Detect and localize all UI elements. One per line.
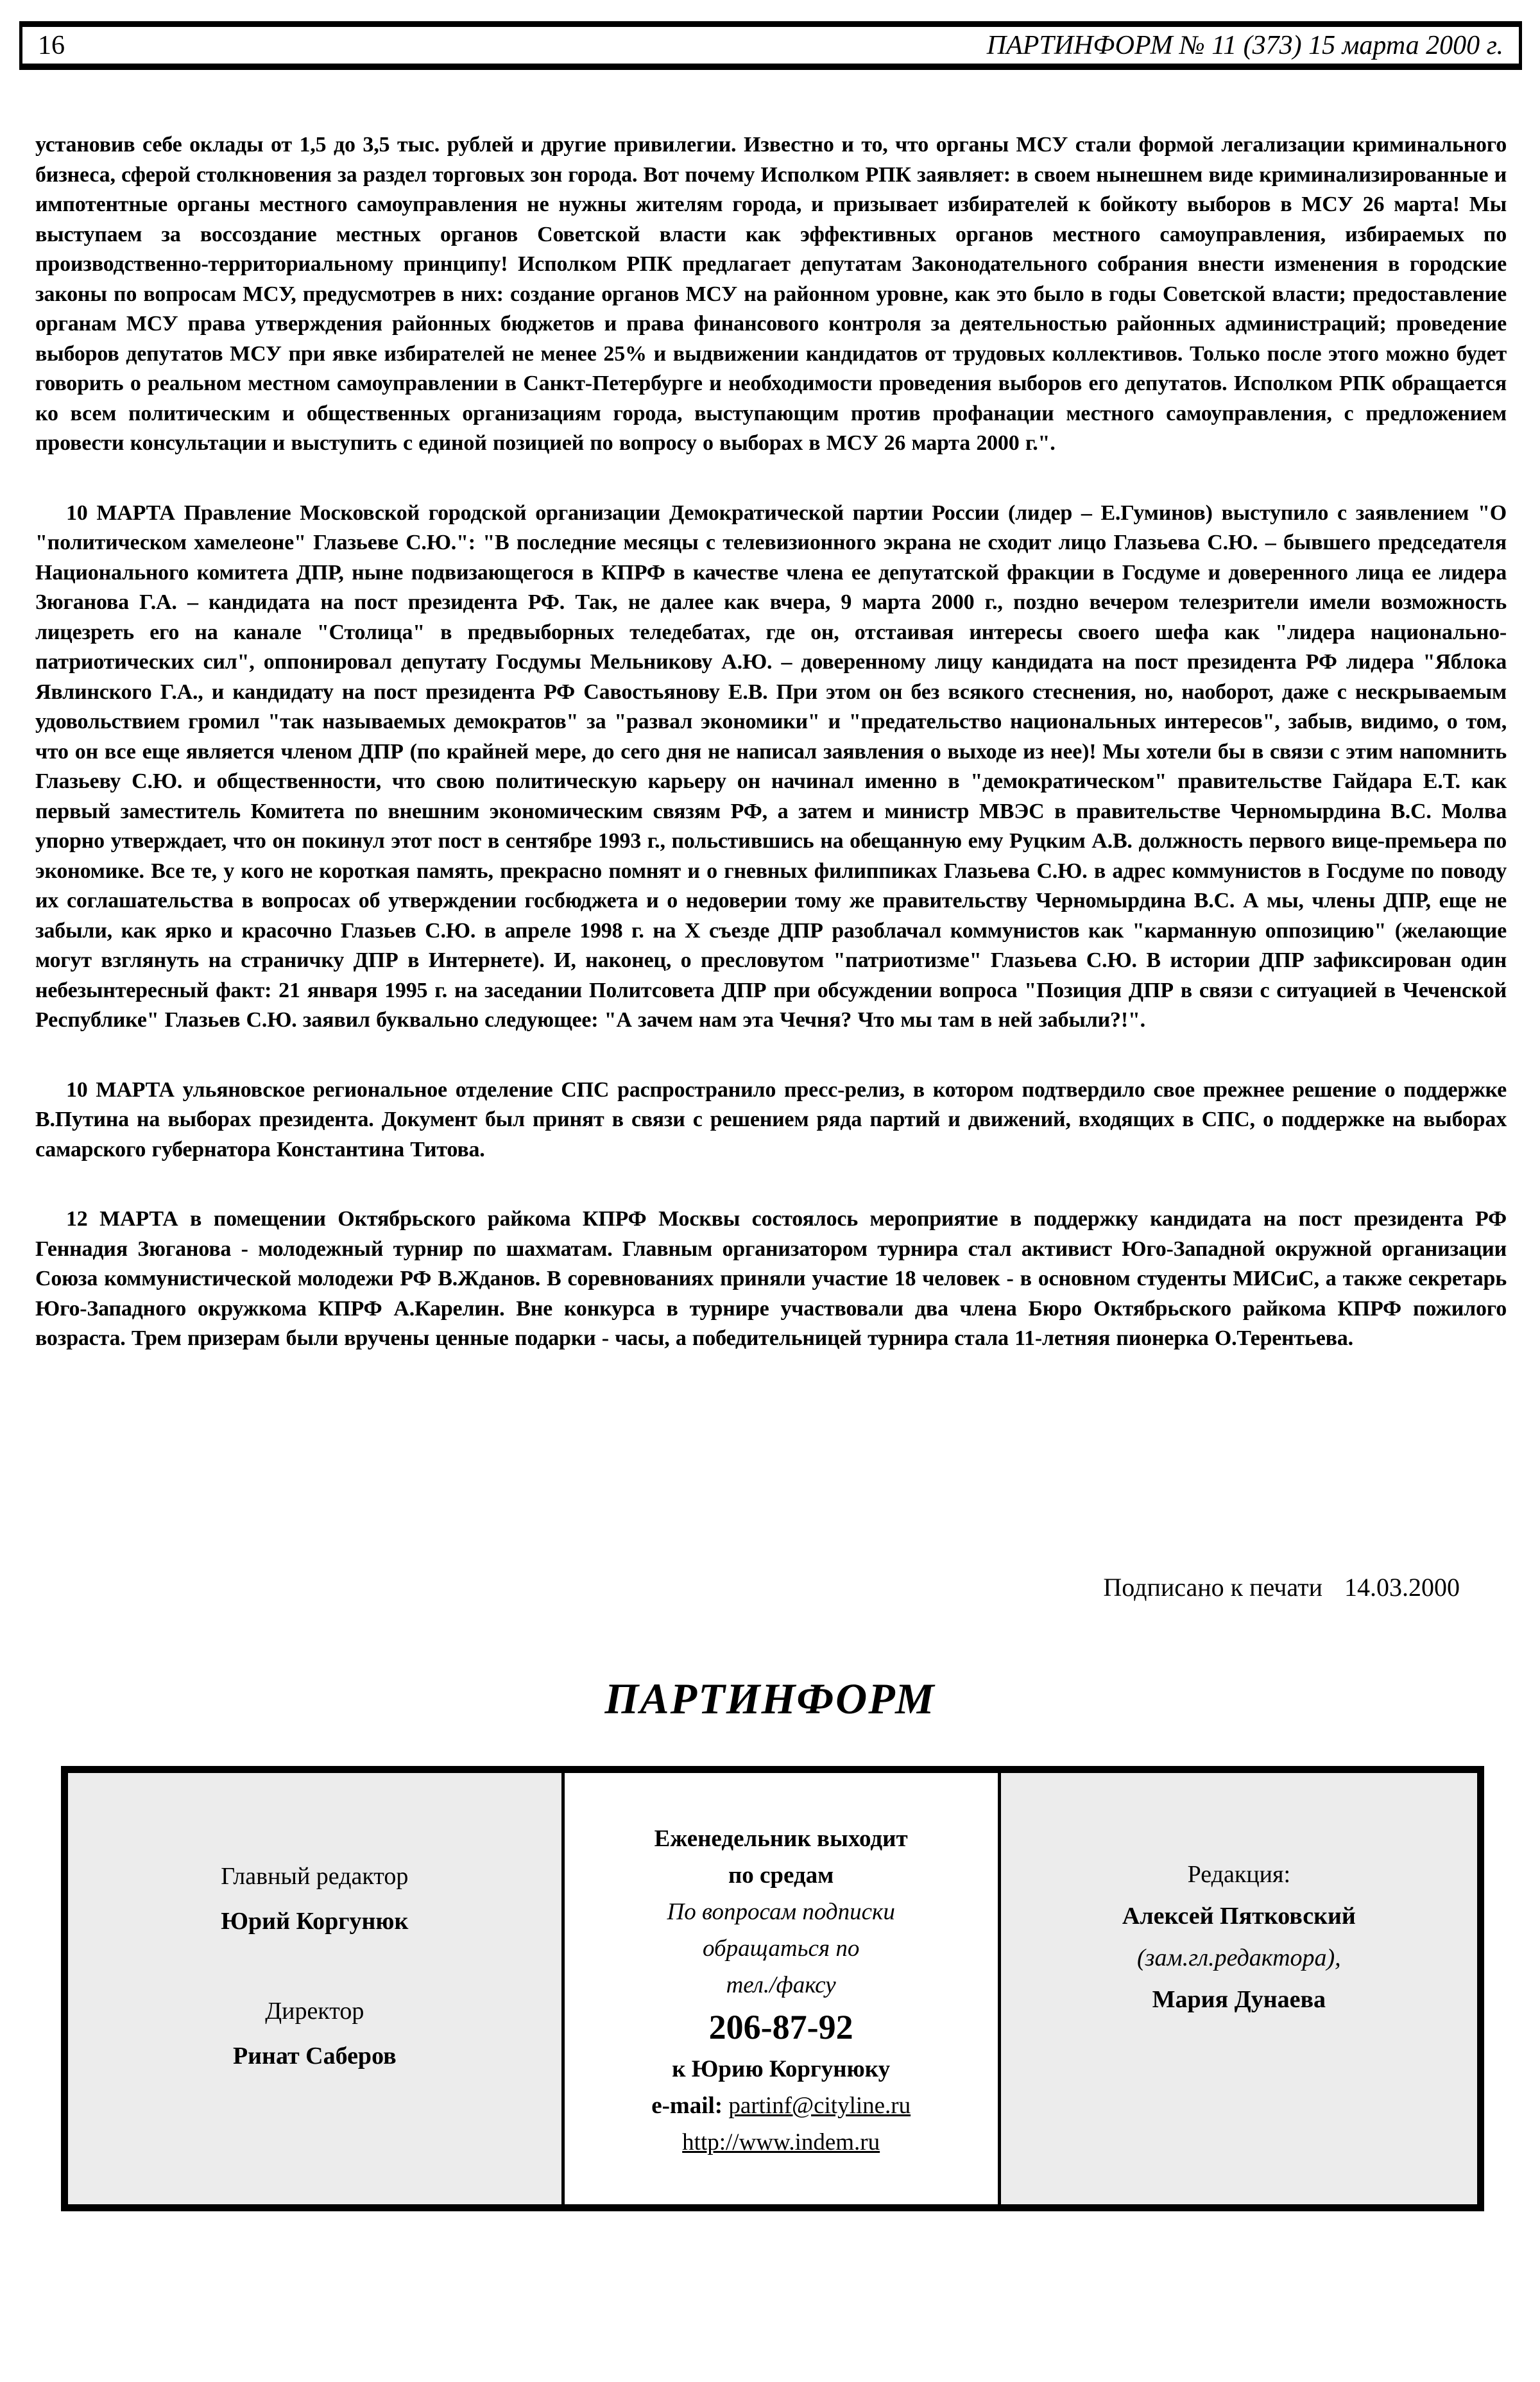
staff-header: Редакция: (1187, 1861, 1291, 1888)
email-line (565, 2087, 998, 2124)
imprint-cell-editors (68, 1773, 561, 2204)
staff-name-2: Мария Дунаева (1152, 1986, 1326, 2013)
director-name: Ринат Саберов (232, 2043, 397, 2069)
signed-to-print-line (1103, 1573, 1460, 1602)
imprint-cell-contacts (561, 1773, 1001, 2204)
chief-editor-role: Главный редактор (221, 1863, 409, 1890)
page-number: 16 (38, 30, 65, 60)
schedule-line-2: по средам (728, 1862, 834, 1889)
deputy-editor-name: Алексей Пятковский (1122, 1903, 1356, 1930)
chief-editor-name: Юрий Коргунюк (221, 1908, 409, 1935)
website-line (565, 2124, 998, 2161)
website-link[interactable]: http://www.indem.ru (682, 2129, 880, 2155)
subscription-line-3: тел./факсу (726, 1972, 836, 1998)
running-head (19, 21, 1522, 70)
article-body (35, 130, 1507, 1394)
director-role: Директор (265, 1998, 364, 2025)
masthead-title: ПАРТИНФОРМ (604, 1674, 936, 1723)
body-paragraph: 10 МАРТА ульяновское региональное отделение СПС распространило пресс-релиз, в котором подтвердило свое прежнее решение о поддержке В.Путина на выборах президента. Документ был принят в связи с решением ряда партий и движений, входящих в СПС, о поддержке на выборах самарского губернатора Константина Титова. (35, 1077, 1507, 1161)
body-paragraph: установив себе оклады от 1,5 до 3,5 тыс. рублей и другие привилегии. Известно и то, что органы МСУ стали формой легализации криминального бизнеса, сферой столкновения за раздел торговых зон города. Вот почему Исполком РПК заявляет: в своем нынешнем виде криминализированные и импотентные органы местного самоуправления не нужны жителям города, и призывает избирателей к бойкоту выборов в МСУ 26 марта! Мы выступаем за воссоздание местных органов Советской власти как эффективных органов местного самоуправления, избираемых по производственно-территориальному принципу! Исполком РПК предлагает депутатам Законодательного собрания внести изменения в городские законы по вопросам МСУ, предусмотрев в них: создание органов МСУ на районном уровне, как это было в годы Советской власти; предоставление органам МСУ права утверждения районных бюджетов и права финансового контроля за деятельностью районных администраций; проведение выборов депутатов МСУ при явке избирателей не менее 25% и выдвижении кандидатов от трудовых коллективов. Только после этого можно будет говорить о реальном местном самоуправлении в Санкт-Петербурге и необходимости проведения выборов его депутатов. Исполком РПК обращается ко всем политическим и общественных организациям города, выступающим против профанации местного самоуправления, с предложением провести консультации и выступить с единой позицией по вопросу о выборах в МСУ 26 марта 2000 г.". (35, 133, 1507, 455)
email-link[interactable]: partinf@cityline.ru (728, 2093, 911, 2119)
phone-number: 206-87-92 (708, 2008, 853, 2046)
body-paragraph: 10 МАРТА Правление Московской городской организации Демократической партии России (лидер – Е.Гуминов) выступило с заявлением "О "политическом хамелеоне" Глазьеве С.Ю.": "В последние месяцы с телевизионного экрана не сходит лицо Глазьева С.Ю. – бывшего председателя Национального комитета ДПР, ныне подвизающегося в КПРФ в качестве члена ее депутатской фракции в Госдуме и доверенного лица ее лидера Зюганова Г.А. – кандидата на пост президента РФ. Так, не далее как вчера, 9 марта 2000 г., поздно вечером телезрители имели возможность лицезреть его на канале "Столица" в предвыборных теледебатах, где он, отстаивая интересы своего шефа как "лидера национально-патриотических сил", оппонировал депутату Госдумы Мельникову А.Ю. – доверенному лицу кандидата на пост президента РФ лидера "Яблока Явлинского Г.А., и кандидату на пост президента РФ Савостьянову Е.В. При этом он без всякого стеснения, но, наоборот, даже с нескрываемым удовольствием громил "так называемых демократов" за "развал экономики" и "предательство национальных интересов", забыв, видимо, о том, что он все еще является членом ДПР (по крайней мере, до сего дня не написал заявления о выходе из нее)! Мы хотели бы в связи с этим напомнить Глазьеву С.Ю. и общественности, что свою политическую карьеру он начинал именно в "демократическом" правительстве Гайдара Е.Т. как первый заместитель Комитета по внешним экономическим связям РФ, а затем и министр МВЭС в правительстве Черномырдина В.С. Молва упорно утверждает, что он покинул этот пост в сентябре 1993 г., польстившись на обещанную ему Руцким А.В. должность первого вице-премьера по экономике. Все те, у кого не короткая память, прекрасно помнят и о гневных филиппиках Глазьева С.Ю. в адрес коммунистов в Госдуме по поводу их соглашательства в вопросах об утверждении госбюджета и о недоверии тому же правительству Черномырдина В.С. А мы, члены ДПР, еще не забыли, как ярко и красочно Глазьев С.Ю. в апреле 1998 г. на X съезде ДПР разоблачал коммунистов как "карманную оппозицию" (желающие могут взглянуть на страничку ДПР в Интернете). И, наконец, о пресловутом "патриотизме" Глазьева С.Ю. В истории ДПР зафиксирован один небезынтересный факт: 21 января 1995 г. на заседании Политсовета ДПР при обсуждении вопроса "Позиция ДПР в связи с ситуацией в Чеченской Республике" Глазьев С.Ю. заявил буквально следующее: "А зачем нам эта Чечня? Что мы там в ней забыли?!". (35, 501, 1507, 1032)
imprint-table (61, 1766, 1484, 2211)
subscription-line-1: По вопросам подписки (667, 1899, 895, 1925)
schedule-line-1: Еженедельник выходит (654, 1826, 908, 1852)
signed-to-print-label: Подписано к печати (1103, 1573, 1322, 1602)
deputy-editor-role: (зам.гл.редактора), (1137, 1944, 1341, 1971)
subscription-line-2: обращаться по (702, 1935, 860, 1962)
issue-title: ПАРТИНФОРМ № 11 (373) 15 марта 2000 г. (986, 30, 1503, 60)
body-paragraph: 12 МАРТА в помещении Октябрьского райкома КПРФ Москвы состоялось мероприятие в поддержку кандидата на пост президента РФ Геннадия Зюганова - молодежный турнир по шахматам. Главным организатором турнира стал активист Юго-Западной окружной организации Союза коммунистической молодежи РФ В.Жданов. В соревнованиях приняли участие 18 человек - в основном студенты МИСиС, а также секретарь Юго-Западного окружкома КПРФ А.Карелин. Вне конкурса в турнире участвовали два члена Бюро Октябрьского райкома КПРФ пожилого возраста. Трем призерам были вручены ценные подарки - часы, а победительницей турнира стала 11-летняя пионерка О.Терентьева. (35, 1207, 1507, 1350)
contact-person-line: к Юрию Коргунюку (672, 2056, 891, 2082)
spacer (68, 1944, 561, 1989)
signed-to-print-date: 14.03.2000 (1344, 1573, 1460, 1602)
email-label: e-mail: (651, 2093, 723, 2119)
imprint-cell-staff (1001, 1773, 1477, 2204)
